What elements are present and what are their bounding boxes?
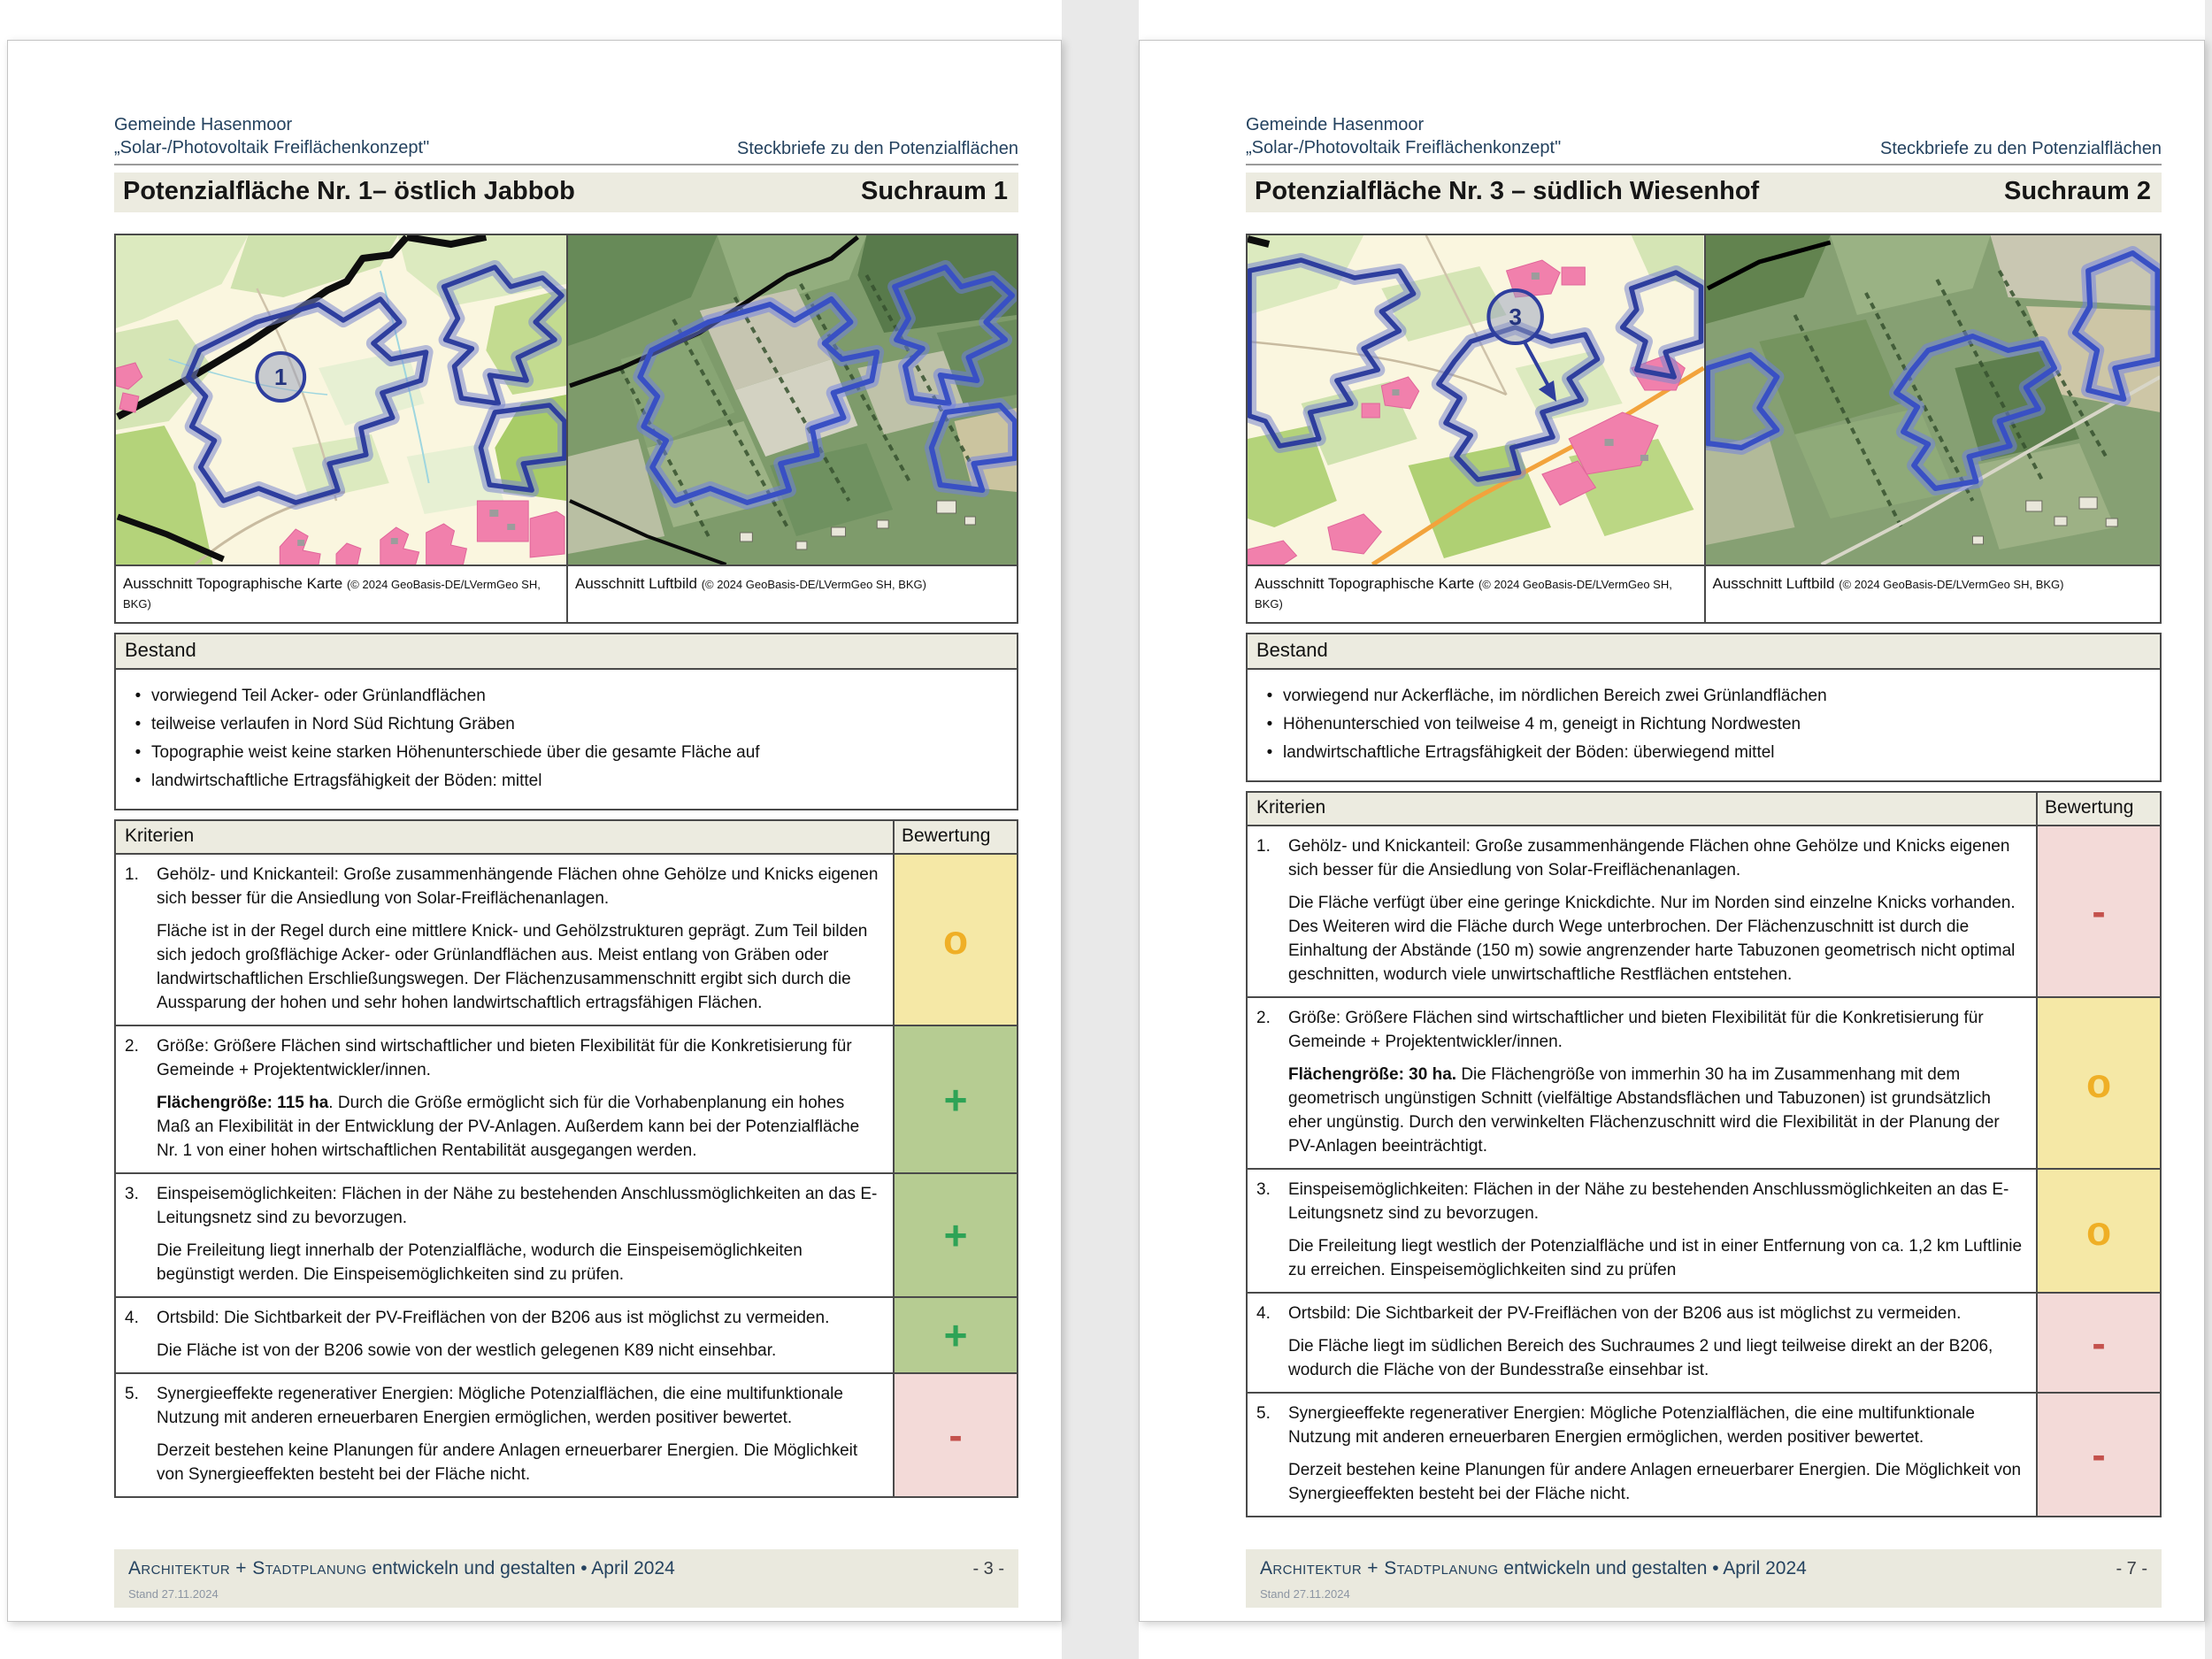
caption-text: Ausschnitt Luftbild (575, 575, 697, 592)
caption-text: Ausschnitt Topographische Karte (1255, 575, 1475, 592)
table-header-row (1248, 793, 2160, 825)
kriterium-text-cell (1248, 1294, 2036, 1392)
header-left (1246, 113, 1561, 159)
kriterium-number: 1. (125, 865, 139, 884)
kriterium-number: 5. (125, 1385, 139, 1403)
bestand-item-text: • landwirtschaftliche Ertragsfähigkeit der Böden: mittel (151, 772, 542, 790)
topographic-map-image (116, 235, 566, 565)
rating-cell (2036, 1394, 2160, 1516)
topo-map-cell (1248, 235, 1704, 622)
kriterium-row-1 (116, 853, 1017, 1025)
area-number-badge (1488, 290, 1542, 343)
kriterium-row-3 (116, 1172, 1017, 1296)
footer-stand: Stand 27.11.2024 (128, 1587, 219, 1601)
table-header-row (116, 821, 1017, 853)
kriterium-assessment-text: Die Fläche liegt im südlichen Bereich des Suchraumes 2 und liegt teilweise direkt an der B206, wodurch die Fläche von der Bundesstraße einsehbar ist. (1288, 1337, 1993, 1379)
kriterium-definition: Gehölz- und Knickanteil: Große zusammenhängende Flächen ohne Gehölze und Knicks eigenen sich besser für die Ansiedlung von Solar-Freiflächenanlagen. (1288, 837, 2010, 879)
maps-panel (114, 234, 1018, 624)
rating-symbol: o (2085, 1060, 2112, 1106)
page-number: - 7 - (2116, 1559, 2147, 1578)
kriterium-text-cell (116, 1298, 893, 1372)
kriterium-definition: Gehölz- und Knickanteil: Große zusammenhängende Flächen ohne Gehölze und Knicks eigenen sich besser für die Ansiedlung von Solar-Freiflächenanlagen. (157, 865, 879, 908)
kriterium-assessment-text: Die Freileitung liegt westlich der Potenzialfläche und ist in einer Entfernung von ca. 1,2 km Luftlinie zu erreichen. Einspeisemöglichkeiten sind zu prüfen (1288, 1237, 2023, 1279)
page-footer (1246, 1549, 2162, 1608)
maps-panel (1246, 234, 2162, 624)
kriterium-number: 2. (1256, 1009, 1271, 1027)
page-1-content (114, 113, 1018, 1498)
rating-symbol: + (943, 1212, 968, 1258)
kriterium-assessment (157, 1091, 882, 1163)
kriterium-definition: Größe: Größere Flächen sind wirtschaftlicher und bieten Flexibilität für die Konkretisierung für Gemeinde + Projektentwickler/innen. (157, 1037, 852, 1079)
aerial-map-caption (568, 565, 1017, 603)
viewer-edge-strip (2205, 0, 2212, 1659)
caption-text: Ausschnitt Luftbild (1712, 575, 1835, 592)
header-doc-title: Steckbriefe zu den Potenzialflächen (737, 139, 1018, 158)
caption-copyright: (© 2024 GeoBasis-DE/LVermGeo SH, BKG) (701, 578, 926, 591)
header-org: Gemeinde Hasenmoor (114, 115, 293, 134)
bestand-list (116, 670, 1017, 809)
rating-cell (2036, 1170, 2160, 1292)
aerial-photo-image (568, 235, 1017, 565)
bestand-item (125, 741, 1006, 764)
rating-symbol: - (949, 1412, 963, 1458)
rating-cell (2036, 1294, 2160, 1392)
footer-tagline: entwickeln und gestalten • April 2024 (1503, 1558, 1807, 1578)
kriterium-definition: Synergieeffekte regenerativer Energien: Mögliche Potenzialflächen, die eine multifunktionale Nutzung mit anderen erneuerbaren Energien ermöglichen, werden positiver bewertet. (157, 1385, 843, 1427)
kriterium-assessment (1288, 1234, 2025, 1282)
bestand-item-text: • teilweise verlaufen in Nord Süd Richtung Gräben (151, 715, 515, 733)
kriterium-number: 4. (1256, 1304, 1271, 1323)
rating-cell (893, 1174, 1017, 1296)
kriterium-text-cell (1248, 1394, 2036, 1516)
bestand-item (125, 770, 1006, 793)
footer-brand: Architektur + Stadtplanung (128, 1558, 367, 1578)
bestand-heading: Bestand (116, 634, 1017, 670)
kriterium-row-1 (1248, 825, 2160, 996)
svg-text:1: 1 (274, 365, 288, 391)
aerial-photo-image (1706, 235, 2161, 565)
kriterium-row-2 (116, 1025, 1017, 1172)
kriterium-text-cell (116, 1174, 893, 1296)
bestand-item (125, 685, 1006, 708)
caption-copyright: (© 2024 GeoBasis-DE/LVermGeo SH, BKG) (1255, 578, 1672, 611)
bestand-section (1246, 633, 2162, 782)
kriterien-table (1246, 791, 2162, 1517)
kriterium-definition: Einspeisemöglichkeiten: Flächen in der Nähe zu bestehenden Anschlussmöglichkeiten an das E-Leitungsnetz sind zu bevorzugen. (157, 1185, 878, 1227)
kriterium-definition: Ortsbild: Die Sichtbarkeit der PV-Freiflächen von der B206 aus ist möglichst zu vermeiden. (1288, 1304, 1962, 1323)
aerial-map-cell (1704, 235, 2161, 622)
rating-symbol: - (2092, 1319, 2106, 1366)
page-header (1246, 113, 2162, 165)
rating-symbol: + (943, 1312, 968, 1358)
suchraum-label: Suchraum 2 (2004, 177, 2151, 205)
bestand-item-text: • Topographie weist keine starken Höhenunterschiede über die gesamte Fläche auf (151, 743, 760, 762)
page-gap-strip (1062, 0, 1139, 1659)
bestand-item-text: • landwirtschaftliche Ertragsfähigkeit der Böden: überwiegend mittel (1283, 743, 1775, 762)
column-header-bewertung: Bewertung (893, 821, 1017, 853)
kriterium-assessment (157, 919, 882, 1015)
page-footer (114, 1549, 1018, 1608)
column-header-kriterien: Kriterien (116, 821, 893, 853)
rating-symbol: o (2085, 1208, 2112, 1254)
kriterium-assessment (1288, 1334, 2025, 1382)
rating-symbol: - (2092, 1432, 2106, 1478)
topo-map-caption (1248, 565, 1704, 622)
kriterium-lead: Flächengröße: 30 ha. (1288, 1065, 1457, 1084)
kriterium-number: 2. (125, 1037, 139, 1056)
kriterium-text-cell (116, 1026, 893, 1172)
area-number-badge (257, 353, 304, 401)
kriterium-text-cell (1248, 998, 2036, 1168)
kriterium-definition: Einspeisemöglichkeiten: Flächen in der Nähe zu bestehenden Anschlussmöglichkeiten an das E-Leitungsnetz sind zu bevorzugen. (1288, 1180, 2009, 1223)
svg-text:3: 3 (1509, 303, 1522, 330)
header-org: Gemeinde Hasenmoor (1246, 115, 1425, 134)
kriterium-assessment (157, 1439, 882, 1486)
page-2 (1139, 40, 2205, 1622)
bestand-item-text: • Höhenunterschied von teilweise 4 m, geneigt in Richtung Nordwesten (1283, 715, 1801, 733)
caption-copyright: (© 2024 GeoBasis-DE/LVermGeo SH, BKG) (1839, 578, 2064, 591)
kriterium-text-cell (1248, 1170, 2036, 1292)
kriterium-assessment-text: Die Fläche verfügt über eine geringe Knickdichte. Nur im Norden sind einzelne Knicks vorhanden. Des Weiteren wird die Fläche durch Wege unterbrochen. Der Flächenzuschnitt ist durch die Einhaltung der Abstände (150 m) sowie angrenzender harte Tabuzonen geometrisch nicht optimal geschnitten, wodurch viele unwirtschaftliche Restflächen entstehen. (1288, 894, 2016, 984)
rating-cell (893, 1374, 1017, 1496)
page-title: Potenzialfläche Nr. 3 – südlich Wiesenhof (1255, 177, 1760, 205)
header-doc-title: Steckbriefe zu den Potenzialflächen (1880, 139, 2162, 158)
column-header-kriterien: Kriterien (1248, 793, 2036, 825)
kriterium-row-5 (116, 1372, 1017, 1496)
page-1 (7, 40, 1062, 1622)
bestand-item-text: • vorwiegend nur Ackerfläche, im nördlichen Bereich zwei Grünlandflächen (1283, 687, 1827, 705)
page-header (114, 113, 1018, 165)
header-project: „Solar-/Photovoltaik Freiflächenkonzept" (1246, 138, 1562, 157)
footer-stand: Stand 27.11.2024 (1260, 1587, 1350, 1601)
footer-brand-line (128, 1558, 675, 1579)
topo-map-caption (116, 565, 566, 622)
kriterium-assessment-text: Fläche ist in der Regel durch eine mittlere Knick- und Gehölzstrukturen geprägt. Zum Teil bilden sich jedoch großflächige Acker- oder Grünlandflächen aus. Meist entlang von Gräben oder landwirtschaftlichen Erschließungswegen. Der Flächenzusammenschnitt ergibt sich durch die Aussparung der hohen und sehr hohen landwirtschaftlich ertragsfähigen Flächen. (157, 922, 868, 1012)
title-bar (114, 173, 1018, 212)
header-project: „Solar-/Photovoltaik Freiflächenkonzept" (114, 138, 430, 157)
kriterium-definition: Größe: Größere Flächen sind wirtschaftlicher und bieten Flexibilität für die Konkretisierung für Gemeinde + Projektentwickler/innen. (1288, 1009, 1984, 1051)
footer-brand-line (1260, 1558, 1807, 1579)
rating-cell (893, 1298, 1017, 1372)
kriterium-lead: Flächengröße: 115 ha (157, 1094, 329, 1112)
topographic-map-image (1248, 235, 1704, 565)
page-2-content (1246, 113, 2162, 1517)
bestand-item (1256, 713, 2149, 736)
topo-map-cell (116, 235, 566, 622)
bestand-section (114, 633, 1018, 810)
bestand-list (1248, 670, 2160, 780)
kriterium-text-cell (116, 855, 893, 1025)
kriterium-definition: Synergieeffekte regenerativer Energien: Mögliche Potenzialflächen, die eine multifunktionale Nutzung mit anderen erneuerbaren Energien ermöglichen, werden positiver bewertet. (1288, 1404, 1975, 1447)
kriterium-number: 5. (1256, 1404, 1271, 1423)
page-number: - 3 - (972, 1559, 1004, 1578)
kriterium-assessment-text: Die Flächengröße von immerhin 30 ha im Zusammenhang mit dem geometrisch ungünstigen Schnitt (vielfältige Abstandsflächen und Tabuzonen) ist grundsätzlich eher ungünstig. Durch den verwinkelten Flächenzuschnitt wird die Flexibilität in der Planung der PV-Anlagen beeinträchtigt. (1288, 1065, 2000, 1156)
kriterium-row-2 (1248, 996, 2160, 1168)
kriterium-assessment-text: Die Freileitung liegt innerhalb der Potenzialfläche, wodurch die Einspeisemöglichkeiten begünstigt werden. Die Einspeisemöglichkeiten sind zu prüfen. (157, 1241, 803, 1284)
kriterium-assessment (1288, 1063, 2025, 1158)
kriterium-row-4 (116, 1296, 1017, 1372)
kriterium-row-4 (1248, 1292, 2160, 1392)
aerial-map-caption (1706, 565, 2161, 603)
kriterium-assessment-text: Derzeit bestehen keine Planungen für andere Anlagen erneuerbarer Energien. Die Möglichkeit von Synergieeffekten besteht bei der Fläche nicht. (157, 1441, 858, 1484)
bestand-item (1256, 741, 2149, 764)
kriterien-table (114, 819, 1018, 1498)
rating-symbol: + (943, 1076, 968, 1123)
kriterium-assessment (1288, 1458, 2025, 1506)
kriterium-definition: Ortsbild: Die Sichtbarkeit der PV-Freiflächen von der B206 aus ist möglichst zu vermeiden. (157, 1309, 830, 1327)
kriterium-number: 3. (1256, 1180, 1271, 1199)
kriterium-number: 1. (1256, 837, 1271, 856)
page-title: Potenzialfläche Nr. 1– östlich Jabbob (123, 177, 575, 205)
kriterium-assessment-text: Derzeit bestehen keine Planungen für andere Anlagen erneuerbarer Energien. Die Möglichkeit von Synergieeffekten besteht bei der Fläche nicht. (1288, 1461, 2022, 1503)
footer-tagline: entwickeln und gestalten • April 2024 (372, 1558, 675, 1578)
kriterium-assessment-text: . Durch die Größe ermöglicht sich für die Vorhabenplanung ein hohes Maß an Flexibilität in der Entwicklung der PV-Anlagen. Außerdem kann bei der Potenzialfläche Nr. 1 von einer hohen wirtschaftlichen Rentabilität ausgegangen werden. (157, 1094, 860, 1160)
suchraum-label: Suchraum 1 (861, 177, 1008, 205)
kriterium-number: 3. (125, 1185, 139, 1203)
header-left (114, 113, 429, 159)
rating-cell (2036, 998, 2160, 1168)
caption-text: Ausschnitt Topographische Karte (123, 575, 343, 592)
kriterium-text-cell (1248, 826, 2036, 996)
kriterium-assessment (157, 1339, 882, 1363)
bestand-item (1256, 685, 2149, 708)
aerial-map-cell (566, 235, 1017, 622)
bestand-heading: Bestand (1248, 634, 2160, 670)
kriterium-text-cell (116, 1374, 893, 1496)
bestand-item (125, 713, 1006, 736)
footer-brand: Architektur + Stadtplanung (1260, 1558, 1499, 1578)
kriterium-assessment (157, 1239, 882, 1286)
kriterium-assessment (1288, 891, 2025, 987)
kriterium-row-3 (1248, 1168, 2160, 1292)
kriterium-row-5 (1248, 1392, 2160, 1516)
rating-symbol: o (942, 917, 969, 963)
rating-cell (893, 855, 1017, 1025)
caption-copyright: (© 2024 GeoBasis-DE/LVermGeo SH, BKG) (123, 578, 541, 611)
rating-symbol: - (2092, 888, 2106, 934)
bestand-item-text: • vorwiegend Teil Acker- oder Grünlandflächen (151, 687, 486, 705)
kriterium-number: 4. (125, 1309, 139, 1327)
column-header-bewertung: Bewertung (2036, 793, 2160, 825)
title-bar (1246, 173, 2162, 212)
rating-cell (893, 1026, 1017, 1172)
rating-cell (2036, 826, 2160, 996)
kriterium-assessment-text: Die Fläche ist von der B206 sowie von der westlich gelegenen K89 nicht einsehbar. (157, 1341, 777, 1360)
